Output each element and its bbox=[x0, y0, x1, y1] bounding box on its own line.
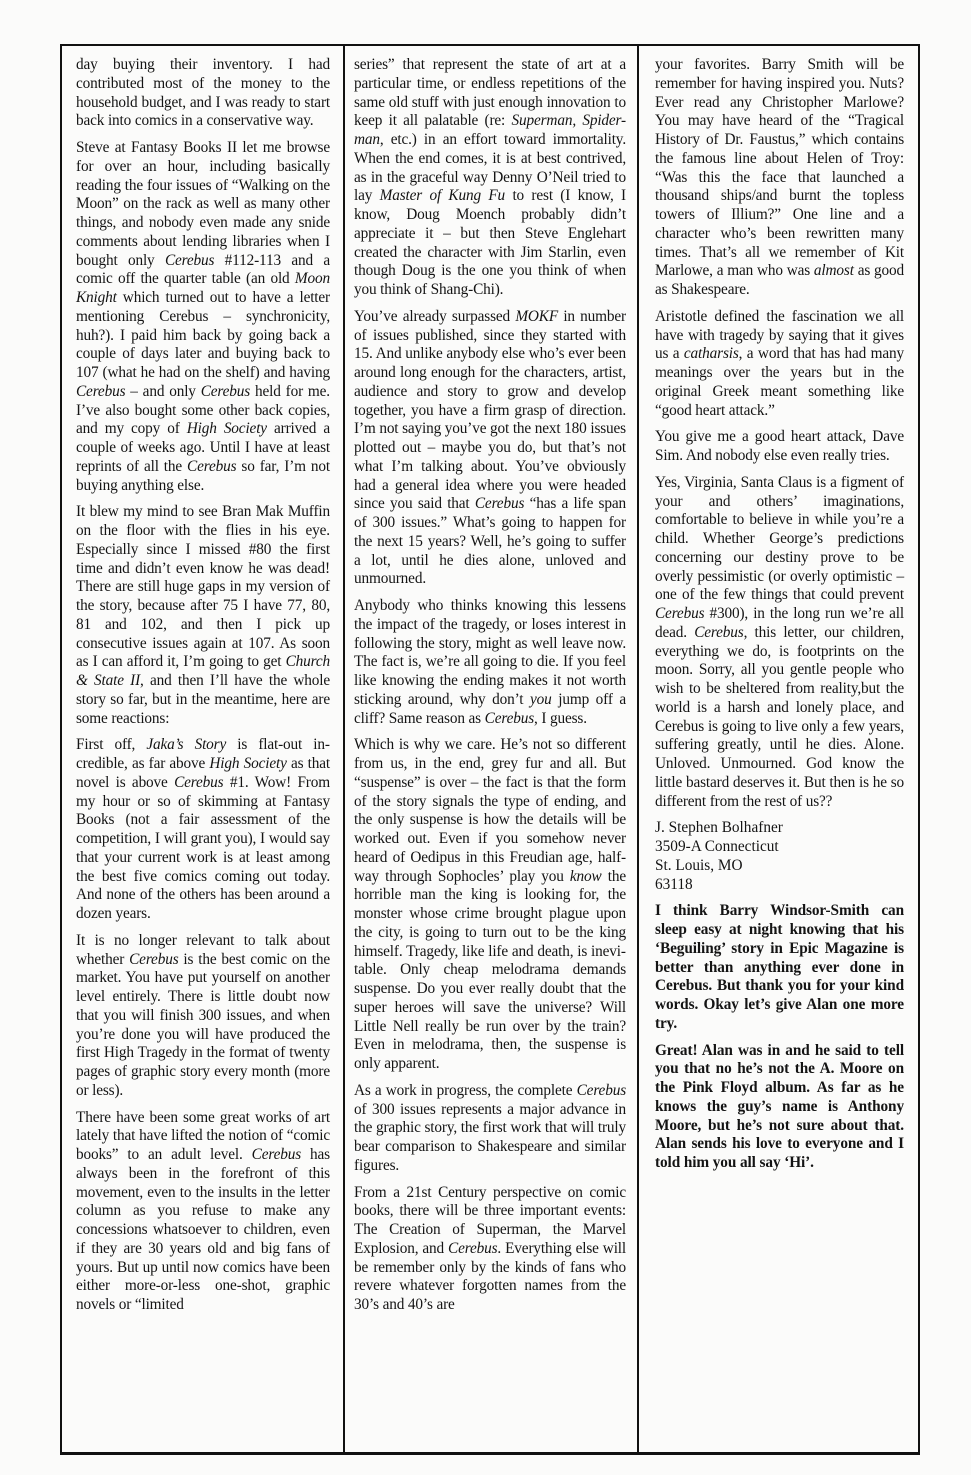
signature-name: J. Stephen Bolhafner bbox=[655, 819, 783, 837]
text-run: is the best comic on the market. You have put yourself on another level entirely. There is little doubt now that you will finish 300 issues, and when you’re done you will have produced the first High Tragedy in the format of twenty pages of graphic story every month (more or less). bbox=[76, 950, 330, 1099]
letter-paragraph bbox=[354, 1184, 626, 1315]
letter-paragraph bbox=[655, 474, 904, 812]
italic-title: High Society bbox=[186, 420, 267, 438]
editor-reply-2: Great! Alan was in and he said to tell you that no he’s not the A. Moore on the Pink Floyd album. As far as he knows the guy’s name is Anthony Moore, but he’s not sure about that. Alan sends his love to everyone and I told him you all say ‘Hi’. bbox=[655, 1041, 904, 1171]
text-run: It blew my mind to see Bran Mak Muffin on the floor with the flies in his eye. Especially since I missed #80 the first time and didn’t even know he was dead! There are still huge gaps in my version of the story, because after 75 I have 77, 80, 81 and 102, and then I pick up consecutive issues again at 107. As soon as I can afford it, I’m going to get bbox=[76, 503, 330, 671]
text-run: It is no longer relevant to talk about whether bbox=[76, 931, 330, 968]
letter-paragraph bbox=[655, 56, 904, 300]
letter-paragraph bbox=[76, 139, 330, 495]
letters-page-frame bbox=[60, 44, 920, 1455]
letter-paragraph bbox=[354, 56, 626, 300]
italic-title: Cerebus bbox=[129, 950, 179, 968]
italic-title: MOKF bbox=[515, 307, 559, 325]
text-run: as good as Shakespeare. bbox=[655, 262, 904, 298]
italic-title: Cerebus bbox=[655, 605, 705, 622]
text-run: #1. Wow! From my hour or so of skimming at Fantasy Books (not a fair assessment of the competition, I will grant you), I would say that your current work is at least among the best five comics coming out today. And none of the others has been around a dozen years. bbox=[76, 773, 330, 922]
editor-reply-1: I think Barry Windsor-Smith can sleep easy at night knowing that his ‘Beguiling’ story in Epic Magazine is better than anything ever done in Cerebus. But thank you for your kind words. Okay let’s give Alan one more try. bbox=[655, 902, 904, 1032]
text-run: , and then I’ll have the whole story so far, but in the meantime, here are some reactions: bbox=[76, 672, 331, 727]
text-run: which turned out to have a letter mentioning Cerebus – synchronicity, huh?). I paid him back by going back a couple of days later and buying back to 107 (what he had on the shelf) and having bbox=[76, 289, 330, 381]
text-run: Which is why we care. He’s not so different from us, in the end, grey fur and all. But “suspense” is over – the fact is that the form of the story signals the type of ending, and the only suspense is how the details will be worked out. Even if you somehow never heard of Oedipus in this Freudian age, half-way through Sophocles’ play you bbox=[354, 736, 626, 885]
italic-title: Cerebus bbox=[484, 709, 535, 727]
letter-paragraph bbox=[354, 597, 626, 728]
letter-paragraph bbox=[76, 1109, 330, 1315]
letter-paragraph bbox=[655, 428, 904, 466]
text-run: . Everything else will be remember only by the kinds of fans who revere whatever forgotten names from the 30’s and 40’s are bbox=[354, 1239, 626, 1313]
italic-title: Cerebus bbox=[251, 1146, 302, 1163]
column-2 bbox=[345, 46, 639, 1452]
text-run: so far, I’m not buying anything else. bbox=[76, 457, 331, 494]
text-run: jump off a cliff? Same reason as bbox=[354, 690, 626, 727]
letter-paragraph bbox=[76, 932, 330, 1101]
letter-paragraph bbox=[655, 308, 904, 421]
text-run: “has a life span of 300 issues.” What’s going to happen for the next 15 years? Well, he’s going to suffer a lot, until he dies alone, unloved and unmourned. bbox=[354, 495, 626, 588]
letter-paragraph bbox=[354, 736, 626, 1074]
text-run: Aristotle defined the fascination we all have with tragedy by saying that it gives us a bbox=[655, 307, 904, 363]
text-run: – and only bbox=[125, 382, 201, 400]
text-run: your favorites. Barry Smith will be remember for having inspired you. Nuts? Ever read any Christopher Marlowe? You may have heard of the “Tragical History of Dr. Faustus,” which contains the famous line about Helen of Troy: “Was this the face that launched a thousand ships/and burnt the topless towers of Illium?” One line and a character who’s been rewritten many times. That’s all we remember of Kit Marlowe, a man who was bbox=[655, 56, 904, 280]
signature-zip: 63118 bbox=[655, 875, 693, 893]
letter-paragraph bbox=[76, 736, 330, 924]
italic-title: Cerebus bbox=[174, 773, 224, 791]
text-run: First off, bbox=[76, 736, 147, 754]
italic-title: Superman, Spider-man bbox=[354, 112, 627, 148]
text-run: , this letter, our children, everything we do, is footprints on the moon. Sorry, all you gentle people who wish to be sheltered from reality,but the world is a harsh and lonely place, and Cerebus is going to live only a few years, suffering greatly, until he dies. Alone. Unloved. Unmourned. God know the little bastard deserves it. But then is he so different from the rest of us?? bbox=[655, 623, 904, 810]
italic-title: Cerebus bbox=[164, 251, 215, 269]
text-run: You give me a good heart attack, Dave Sim. And nobody else even really tries. bbox=[655, 428, 904, 464]
text-run: From a 21st Century perspective on comic books, there will be three important events: The Creation of Superman, the Marvel Explosion, and bbox=[354, 1183, 626, 1257]
text-run: As a work in progress, the complete bbox=[354, 1081, 577, 1099]
text-run: to rest (I know, I know, Doug Moench probably didn’t appreciate it – but then Steve Englehart created the character with Jim Starlin, even though Doug is the one you think of when you think of Shang-Chi). bbox=[354, 187, 626, 298]
italic-title: Master of Kung Fu bbox=[379, 187, 506, 205]
text-run: Steve at Fantasy Books II let me browse for over an hour, including basically reading the four issues of “Walking on the Moon” on the rack as well as many other things, and nobody even made any snide comments about lending libraries when I bought only bbox=[76, 139, 330, 269]
text-run: , I guess. bbox=[534, 709, 587, 727]
text-run: #300), in the long run we’re all dead. bbox=[655, 605, 904, 641]
italic-title: Cerebus bbox=[76, 382, 126, 400]
italic-title: Cerebus bbox=[200, 382, 251, 400]
text-run: day buying their inventory. I had contributed most of the money to the household budget, and I was ready to start back into comics in a conservative way. bbox=[76, 56, 330, 130]
letter-signature bbox=[655, 819, 904, 894]
text-run: the horrible man the king is looking for, the monster whose crime brought plague upon the city, is going to turn out to be the king himself. Tragedy, like life and death, is inevitable. Only cheap melodrama demands suspense. Do you ever really doubt that the super heroes will save the universe? Will Little Nell really be run over by the train? Even in melodrama, then, the suspense is only apparent. bbox=[354, 867, 626, 1072]
text-run: Yes, Virginia, Santa Claus is a figment of your and others’ imaginations, comfortable to believe in while you’re a child. Whether George’s predictions concerning our destiny prove to be overly pessimistic (or overly optimistic – one of the few things that could prevent bbox=[655, 473, 904, 604]
italic-title: Cerebus bbox=[474, 495, 525, 513]
italic-title: Church & State II bbox=[76, 653, 330, 689]
text-run: , a word that has had many meanings over the years but in the original Greek meant something like “good heart attack.” bbox=[655, 345, 904, 419]
text-run: series” that represent the state of art at a particular time, or endless repetitions of the same old stuff with just enough innovation to keep it all palatable (re: bbox=[354, 56, 626, 130]
text-run: Anybody who thinks knowing this lessens the impact of the tragedy, or loses interest in following the story, might as well leave now. The fact is, we’re all going to die. If you feel like knowing the ending makes it not worth sticking around, why don’t bbox=[354, 597, 626, 708]
italic-title: Cerebus bbox=[448, 1239, 498, 1257]
italic-title: Jaka’s Story bbox=[146, 736, 227, 754]
italic-title: Cerebus bbox=[187, 457, 237, 475]
italic-title: Cerebus bbox=[576, 1081, 626, 1099]
signature-city: St. Louis, MO bbox=[655, 856, 743, 874]
column-3 bbox=[639, 46, 918, 1452]
italic-title: know bbox=[569, 867, 602, 885]
letter-paragraph bbox=[354, 308, 626, 589]
column-1 bbox=[62, 46, 345, 1452]
italic-title: High Society bbox=[209, 755, 287, 772]
text-run: arrived a couple of weeks ago. Until I have at least reprints of all the bbox=[76, 420, 330, 475]
letter-paragraph bbox=[354, 1082, 626, 1176]
text-run: There have been some great works of art lately that have lifted the notion of “comic books” to an adult level. bbox=[76, 1108, 330, 1163]
italic-title: catharsis bbox=[683, 345, 739, 363]
letter-paragraph bbox=[76, 503, 330, 728]
text-run: of 300 issues represents a major advance in the graphic story, the first work that will truly bear comparison to Shakespeare and similar figures. bbox=[354, 1100, 626, 1174]
text-run: , etc.) in an effort toward immortality. When the end comes, it is at best contrived, as in the graceful way Denny O’Neil tried to lay bbox=[354, 131, 626, 205]
text-run: has always been in the forefront of this movement, even to the insults in the letter column as you refuse to make any concessions whatsoever to children, even if they are 30 years old and big fans of yours. But up until now comics have been either more-or-less one-shot, graphic novels or “limited bbox=[76, 1146, 330, 1313]
italic-title: almost bbox=[813, 262, 854, 280]
text-run: as that novel is above bbox=[76, 755, 330, 791]
text-run: held for me. I’ve also bought some other back copies, and my copy of bbox=[76, 382, 330, 438]
text-run: is flat-out incredible, as far above bbox=[76, 736, 331, 772]
italic-title: Moon Knight bbox=[76, 270, 330, 306]
text-run: in number of issues published, since they started with 15. And unlike anybody else who’s ever been around long enough for the characters, artist, audience and story to grow and develop together, you have a firm grasp of direction. I’m not saying you’ve got the next 180 issues plotted out – maybe you do, but that’s not what I’m talking about. You’ve obviously had a general idea where you were headed since you said that bbox=[354, 307, 626, 513]
text-run: You’ve already surpassed bbox=[354, 307, 516, 325]
italic-title: Cerebus bbox=[694, 623, 744, 641]
italic-title: you bbox=[530, 690, 552, 708]
signature-street: 3509-A Connecticut bbox=[655, 838, 779, 855]
column-3-letter bbox=[655, 56, 904, 811]
text-run: #112-113 and a comic off the quarter table (an old bbox=[76, 251, 330, 288]
letter-paragraph bbox=[76, 56, 330, 131]
